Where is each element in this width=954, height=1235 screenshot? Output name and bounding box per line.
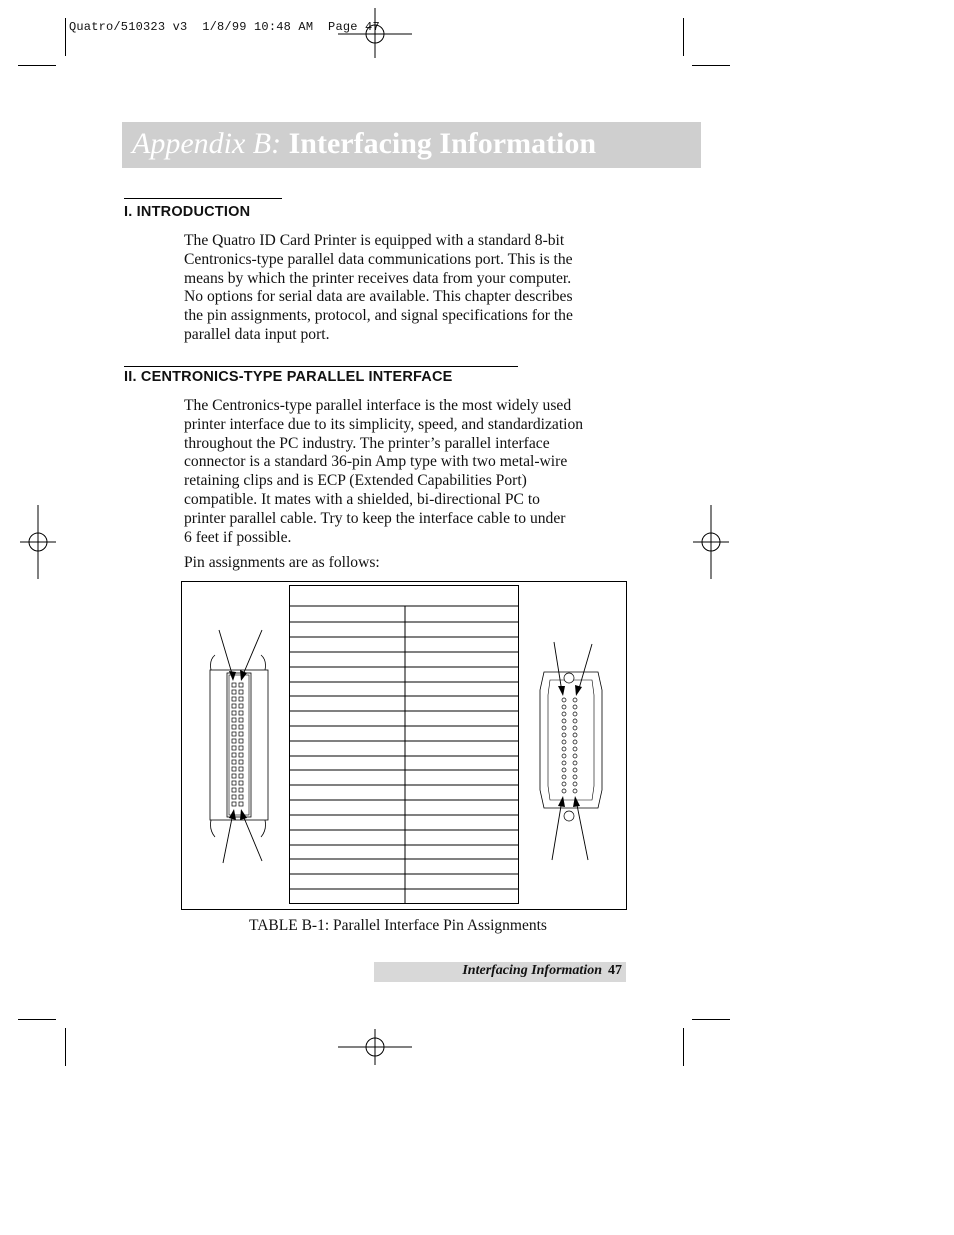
section-rule	[124, 366, 518, 367]
crop-mark	[692, 1019, 730, 1020]
section-rule	[124, 198, 282, 199]
page-title	[132, 127, 596, 161]
introduction-paragraph	[184, 232, 573, 345]
title-appendix-label: Appendix B:	[132, 127, 282, 160]
text-line: Centronics-type parallel data communications port. This is the	[184, 250, 573, 268]
registration-mark-icon	[18, 503, 58, 581]
crop-mark	[65, 1028, 66, 1066]
text-line: parallel data input port.	[184, 325, 330, 343]
registration-mark-icon	[336, 6, 414, 58]
crop-mark	[683, 18, 684, 56]
text-line: printer parallel cable. Try to keep the interface cable to under	[184, 509, 566, 527]
crop-mark	[692, 65, 730, 66]
registration-mark-icon	[691, 503, 731, 581]
page-number: 47	[608, 963, 622, 978]
section-heading-introduction: I. INTRODUCTION	[124, 204, 251, 220]
pin-assignment-table	[289, 585, 520, 905]
text-line: 6 feet if possible.	[184, 528, 292, 546]
print-header: Quatro/510323 v3 1/8/99 10:48 AM Page 47	[69, 20, 380, 34]
text-line: The Centronics-type parallel interface is the most widely used	[184, 397, 572, 414]
crop-mark	[18, 65, 56, 66]
text-line: printer interface due to its simplicity, speed, and standardization	[184, 415, 584, 433]
text-line: retaining clips and is ECP (Extended Capabilities Port)	[184, 472, 527, 490]
text-line: compatible. It mates with a shielded, bi-directional PC to	[184, 490, 540, 508]
text-line: the pin assignments, protocol, and signal specifications for the	[184, 307, 573, 325]
crop-mark	[683, 1028, 684, 1066]
db25-connector-icon	[536, 640, 606, 862]
figure-caption: TABLE B-1: Parallel Interface Pin Assignments	[249, 917, 547, 934]
crop-mark	[18, 1019, 56, 1020]
text-line: connector is a standard 36-pin Amp type with two metal-wire	[184, 453, 568, 471]
text-line: The Quatro ID Card Printer is equipped with a standard 8-bit	[184, 232, 565, 249]
pin-assignments-intro: Pin assignments are as follows:	[184, 554, 380, 571]
footer-label: Interfacing Information	[462, 963, 602, 978]
registration-mark-icon	[336, 1027, 414, 1067]
text-line: No options for serial data are available. This chapter describes	[184, 288, 573, 306]
section-heading-centronics: II. CENTRONICS-TYPE PARALLEL INTERFACE	[124, 369, 453, 385]
text-line: throughout the PC industry. The printer’s parallel interface	[184, 434, 550, 452]
page-footer	[462, 963, 622, 979]
crop-mark	[65, 18, 66, 56]
centronics-paragraph	[184, 397, 583, 547]
title-main: Interfacing Information	[288, 127, 597, 160]
centronics-36-pin-connector-icon	[205, 625, 273, 865]
text-line: means by which the printer receives data from your computer.	[184, 269, 572, 287]
